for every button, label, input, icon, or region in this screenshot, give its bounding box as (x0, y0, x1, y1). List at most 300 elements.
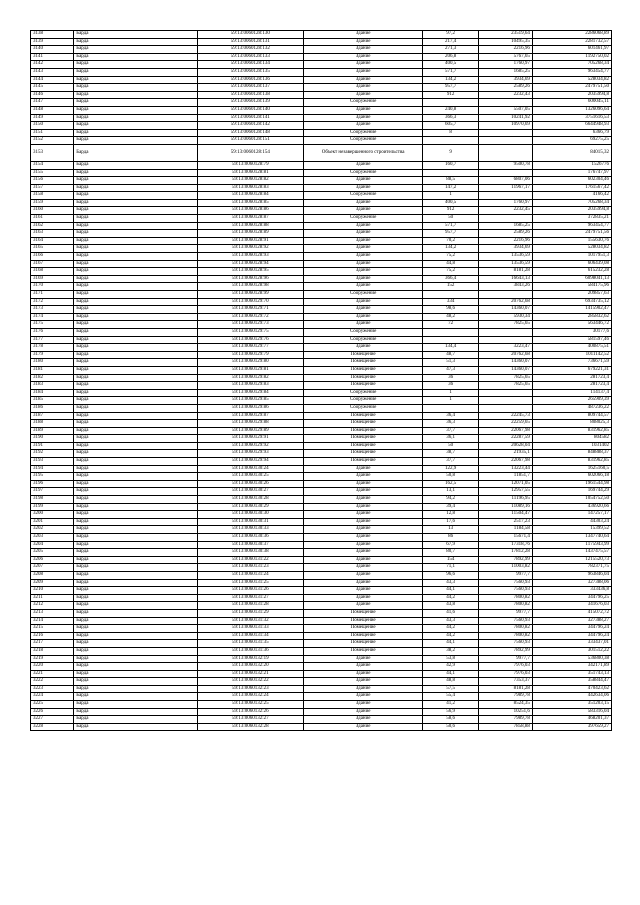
cell-area: 75,2 (423, 253, 479, 261)
cell-unit-value: 7825,65 (479, 374, 533, 382)
cell-cadastral-value: 351743,13 (532, 670, 611, 678)
cell-area: 43,3 (423, 579, 479, 587)
cell-unit-value: 9977,7 (479, 571, 533, 579)
cell-cadastral-number: 59:13:0060128:79 (197, 161, 303, 169)
cell-settlement: Барда (74, 389, 197, 397)
cell-row-number: 3189 (31, 427, 74, 435)
cell-settlement: Барда (74, 253, 197, 261)
table-row (31, 541, 612, 549)
cell-row-number: 3186 (31, 404, 74, 412)
cell-cadastral-number: 59:13:0060130:27 (197, 488, 303, 496)
cell-area: 88,5 (423, 177, 479, 185)
cell-area: 44,8 (423, 260, 479, 268)
cell-object-type: Здание (304, 723, 423, 731)
cell-cadastral-value: 2479751,50 (532, 84, 611, 92)
table-row (31, 427, 612, 435)
cell-cadastral-number: 59:13:0060130:30 (197, 511, 303, 519)
cell-settlement: Барда (74, 397, 197, 405)
cell-settlement: Барда (74, 76, 197, 84)
cell-cadastral-number: 59:13:0060129:77 (197, 344, 303, 352)
cell-cadastral-number: 59:13:0060132:27 (197, 716, 303, 724)
cell-object-type: Здание (304, 275, 423, 283)
cell-row-number: 3210 (31, 587, 74, 595)
cell-cadastral-value: 436920,66 (532, 503, 611, 511)
cell-cadastral-value: 84015,32 (532, 144, 611, 161)
cell-settlement: Барда (74, 404, 197, 412)
cell-unit-value: 20762,68 (479, 351, 533, 359)
cell-area: 571,7 (423, 68, 479, 76)
cell-settlement: Барда (74, 306, 197, 314)
cell-unit-value (479, 397, 533, 405)
cell-unit-value (479, 215, 533, 223)
table-row (31, 38, 612, 46)
cell-row-number: 3223 (31, 685, 74, 693)
cell-unit-value: 9977,7 (479, 655, 533, 663)
cell-row-number: 3197 (31, 488, 74, 496)
cell-settlement: Барда (74, 169, 197, 177)
cell-object-type: Сооружение (304, 291, 423, 299)
cell-cadastral-number: 59:13:0060128:154 (197, 144, 303, 161)
cell-unit-value: 3934,69 (479, 245, 533, 253)
table-row (31, 564, 612, 572)
table-row (31, 655, 612, 663)
cell-object-type: Сооружение (304, 215, 423, 223)
cell-unit-value: 7560,93 (479, 579, 533, 587)
cell-row-number: 3178 (31, 344, 74, 352)
cell-settlement: Барда (74, 678, 197, 686)
cell-area: 37,7 (423, 427, 479, 435)
cell-settlement: Барда (74, 723, 197, 731)
cell-area: 58,6 (423, 716, 479, 724)
cell-cadastral-value: 600045,11 (532, 99, 611, 107)
cell-cadastral-number: 59:13:0060129:89 (197, 427, 303, 435)
cell-area: 334 (423, 298, 479, 306)
cell-object-type: Сооружение (304, 99, 423, 107)
cell-cadastral-number: 59:13:0060132:20 (197, 663, 303, 671)
cell-cadastral-value: 4166,42 (532, 192, 611, 200)
cell-object-type: Здание (304, 693, 423, 701)
cell-row-number: 3164 (31, 237, 74, 245)
table-row (31, 199, 612, 207)
cell-cadastral-number: 59:13:0060129:82 (197, 374, 303, 382)
table-row (31, 450, 612, 458)
cell-cadastral-number: 59:13:0060131:27 (197, 594, 303, 602)
cell-cadastral-value: 6098041,13 (532, 275, 611, 283)
cell-cadastral-number: 59:13:0060128:99 (197, 291, 303, 299)
cell-unit-value: 9500,78 (479, 161, 533, 169)
cell-unit-value: 3223,47 (479, 344, 533, 352)
cell-area: 44,2 (423, 594, 479, 602)
cell-object-type: Здание (304, 473, 423, 481)
cell-cadastral-number: 59:13:0060128:89 (197, 230, 303, 238)
cell-area: 912 (423, 207, 479, 215)
cell-unit-value: 10970,69 (479, 122, 533, 130)
cell-object-type: Здание (304, 526, 423, 534)
cell-object-type: Здание (304, 91, 423, 99)
cell-cadastral-value: 963454,77 (532, 222, 611, 230)
cell-settlement: Барда (74, 230, 197, 238)
table-row (31, 473, 612, 481)
cell-row-number: 3221 (31, 670, 74, 678)
cell-object-type: Здание (304, 685, 423, 693)
table-row (31, 579, 612, 587)
cell-object-type: Помещение (304, 427, 423, 435)
cell-unit-value: 14360,07 (479, 359, 533, 367)
cell-cadastral-value: 848888,37 (532, 450, 611, 458)
table-row (31, 518, 612, 526)
table-row (31, 268, 612, 276)
cell-cadastral-number: 59:13:0060130:28 (197, 496, 303, 504)
cell-settlement: Барда (74, 321, 197, 329)
cell-settlement: Барда (74, 53, 197, 61)
cell-area: 912 (423, 91, 479, 99)
cell-settlement: Барда (74, 541, 197, 549)
cell-row-number: 3144 (31, 76, 74, 84)
cell-cadastral-value: 528034,82 (532, 76, 611, 84)
cell-area: 366,3 (423, 114, 479, 122)
cell-object-type: Помещение (304, 617, 423, 625)
cell-area (423, 169, 479, 177)
table-row (31, 640, 612, 648)
cell-cadastral-number: 59:13:0060128:94 (197, 260, 303, 268)
table-row (31, 237, 612, 245)
cell-cadastral-number: 59:13:0060128:140 (197, 106, 303, 114)
cell-cadastral-value: 333437,01 (532, 640, 611, 648)
cell-object-type: Здание (304, 31, 423, 39)
cell-cadastral-number: 59:13:0060129:72 (197, 313, 303, 321)
table-row (31, 420, 612, 428)
cell-unit-value: 7976,03 (479, 663, 533, 671)
cell-cadastral-number: 59:13:0060129:76 (197, 336, 303, 344)
cell-unit-value: 7800,82 (479, 632, 533, 640)
cell-settlement: Барда (74, 192, 197, 200)
cell-settlement: Барда (74, 579, 197, 587)
cell-cadastral-number: 59:13:0060128:137 (197, 84, 303, 92)
cell-cadastral-value: 44303,24 (532, 518, 611, 526)
cell-object-type: Здание (304, 321, 423, 329)
cell-area: 72 (423, 321, 479, 329)
cell-settlement: Барда (74, 374, 197, 382)
cell-cadastral-value: 602304,46 (532, 177, 611, 185)
cell-area: 152 (423, 283, 479, 291)
cell-unit-value: 11504,47 (479, 511, 533, 519)
cell-object-type: Помещение (304, 412, 423, 420)
cell-object-type: Здание (304, 237, 423, 245)
table-row (31, 68, 612, 76)
table-row (31, 76, 612, 84)
cell-object-type: Здание (304, 534, 423, 542)
cell-row-number: 3217 (31, 640, 74, 648)
cell-cadastral-number: 59:13:0060128:83 (197, 184, 303, 192)
cell-cadastral-value: 372835,21 (532, 215, 611, 223)
cell-row-number: 3222 (31, 678, 74, 686)
table-row (31, 458, 612, 466)
cell-settlement: Барда (74, 313, 197, 321)
table-row (31, 106, 612, 114)
cell-unit-value: 16643,13 (479, 275, 533, 283)
table-row (31, 685, 612, 693)
cell-object-type: Здание (304, 503, 423, 511)
table-row (31, 534, 612, 542)
cell-settlement: Барда (74, 480, 197, 488)
cell-object-type: Здание (304, 518, 423, 526)
table-row (31, 701, 612, 709)
cell-settlement: Барда (74, 632, 197, 640)
cell-area: 51,3 (423, 359, 479, 367)
cell-settlement: Барда (74, 31, 197, 39)
cell-settlement: Барда (74, 237, 197, 245)
cell-area: 37,7 (423, 458, 479, 466)
table-row (31, 313, 612, 321)
table-row (31, 215, 612, 223)
cell-row-number: 3167 (31, 260, 74, 268)
cell-cadastral-number: 59:13:0060130:33 (197, 526, 303, 534)
cell-cadastral-value: 528034,82 (532, 245, 611, 253)
cell-row-number: 3193 (31, 458, 74, 466)
cell-settlement: Барда (74, 382, 197, 390)
cell-row-number: 3185 (31, 397, 74, 405)
cell-object-type: Здание (304, 571, 423, 579)
cell-row-number: 3172 (31, 298, 74, 306)
cell-cadastral-number: 59:13:0060132:21 (197, 670, 303, 678)
cell-cadastral-value: 1526776 (532, 161, 611, 169)
cell-row-number: 3212 (31, 602, 74, 610)
cell-object-type: Здание (304, 53, 423, 61)
cell-object-type: Здание (304, 161, 423, 169)
cell-object-type: Сооружение (304, 129, 423, 137)
cell-settlement: Барда (74, 609, 197, 617)
cell-unit-value: 7560,93 (479, 587, 533, 595)
cell-cadastral-value: 415072,72 (532, 609, 611, 617)
cadastral-value-table (30, 30, 612, 731)
cell-unit-value: 12957,55 (479, 488, 533, 496)
cell-area: 160,7 (423, 161, 479, 169)
cell-area: 67,9 (423, 541, 479, 549)
cell-row-number: 3163 (31, 230, 74, 238)
cell-cadastral-number: 59:13:0060128:81 (197, 169, 303, 177)
cell-cadastral-number: 59:13:0060129:80 (197, 359, 303, 367)
cell-object-type: Помещение (304, 458, 423, 466)
cell-object-type: Сооружение (304, 169, 423, 177)
table-row (31, 207, 612, 215)
cell-object-type: Здание (304, 230, 423, 238)
cell-cadastral-number: 59:13:0060131:23 (197, 564, 303, 572)
cell-row-number: 3219 (31, 655, 74, 663)
cell-cadastral-number: 59:13:0060129:81 (197, 366, 303, 374)
cell-object-type: Здание (304, 488, 423, 496)
table-row (31, 366, 612, 374)
table-row (31, 602, 612, 610)
cell-unit-value (479, 144, 533, 161)
cell-cadastral-number: 59:13:0060131:29 (197, 609, 303, 617)
table-row (31, 192, 612, 200)
cell-area: 42,9 (423, 663, 479, 671)
cell-cadastral-value: 1961544,98 (532, 480, 611, 488)
cell-row-number: 3211 (31, 594, 74, 602)
cell-object-type: Сооружение (304, 328, 423, 336)
cell-object-type: Помещение (304, 382, 423, 390)
cell-area: 36 (423, 374, 479, 382)
cell-area: 605,7 (423, 122, 479, 130)
cell-settlement: Барда (74, 336, 197, 344)
cell-row-number: 3214 (31, 617, 74, 625)
cell-cadastral-number: 59:13:0060128:151 (197, 137, 303, 145)
cell-unit-value: 2232,45 (479, 207, 533, 215)
cell-cadastral-number: 59:13:0060128:141 (197, 114, 303, 122)
cell-cadastral-value: 397659,27 (532, 723, 611, 731)
cell-cadastral-value: 69275,25 (532, 137, 611, 145)
cell-cadastral-number: 59:13:0060129:86 (197, 404, 303, 412)
cell-object-type: Здание (304, 306, 423, 314)
cell-unit-value: 10251,6 (479, 708, 533, 716)
cell-cadastral-value: 2479751,56 (532, 230, 611, 238)
cell-object-type: Здание (304, 678, 423, 686)
cell-unit-value: 11196,95 (479, 496, 533, 504)
cell-cadastral-value: 6644948,93 (532, 122, 611, 130)
cell-cadastral-value: 400875,51 (532, 344, 611, 352)
cell-area (423, 336, 479, 344)
table-row (31, 404, 612, 412)
cell-unit-value: 7800,82 (479, 602, 533, 610)
cell-settlement: Барда (74, 68, 197, 76)
cell-object-type: Здание (304, 245, 423, 253)
cell-unit-value: 11089,16 (479, 503, 533, 511)
cell-cadastral-number: 59:13:0060130:37 (197, 541, 303, 549)
cell-settlement: Барда (74, 450, 197, 458)
cell-cadastral-number: 59:13:0060129:73 (197, 321, 303, 329)
cell-unit-value: 23519,64 (479, 31, 533, 39)
cell-cadastral-number: 59:13:0060129:79 (197, 351, 303, 359)
cell-row-number: 3208 (31, 571, 74, 579)
table-body (31, 31, 612, 731)
table-row (31, 442, 612, 450)
cell-unit-value: 11851,7 (479, 473, 533, 481)
cell-settlement: Барда (74, 412, 197, 420)
cell-row-number: 3138 (31, 31, 74, 39)
cell-row-number: 3154 (31, 161, 74, 169)
cell-cadastral-number: 59:13:0060131:26 (197, 587, 303, 595)
cell-cadastral-value: 6366,79 (532, 129, 611, 137)
cell-row-number: 3170 (31, 283, 74, 291)
cell-area: 48,7 (423, 351, 479, 359)
table-row (31, 260, 612, 268)
cell-settlement: Барда (74, 291, 197, 299)
cell-settlement: Барда (74, 473, 197, 481)
cell-row-number: 3157 (31, 184, 74, 192)
cell-object-type: Здание (304, 184, 423, 192)
table-row (31, 435, 612, 443)
cell-unit-value: 2589,26 (479, 84, 533, 92)
cell-cadastral-number: 59:13:0060128:148 (197, 129, 303, 137)
cell-unit-value: 7800,82 (479, 594, 533, 602)
cell-area: 38,2 (423, 647, 479, 655)
cell-cadastral-number: 59:13:0060129:91 (197, 435, 303, 443)
cell-cadastral-value: 1192750,02 (532, 53, 611, 61)
cell-unit-value: 5930,34 (479, 313, 533, 321)
cell-area: 1 (423, 192, 479, 200)
cell-cadastral-value: 327388,06 (532, 579, 611, 587)
cell-unit-value: 10495,35 (479, 38, 533, 46)
cell-unit-value: 5767,65 (479, 53, 533, 61)
cell-unit-value (479, 192, 533, 200)
table-row (31, 632, 612, 640)
cell-settlement: Барда (74, 518, 197, 526)
cell-object-type: Здание (304, 344, 423, 352)
cell-cadastral-number: 59:13:0060130:36 (197, 534, 303, 542)
cell-object-type: Здание (304, 579, 423, 587)
cell-unit-value: 8181,28 (479, 685, 533, 693)
cell-cadastral-number: 59:13:0060129:88 (197, 420, 303, 428)
cell-settlement: Барда (74, 685, 197, 693)
cell-area: 271,3 (423, 46, 479, 54)
cell-area: 43,3 (423, 617, 479, 625)
cell-cadastral-value: 963454,77 (532, 68, 611, 76)
cell-settlement: Барда (74, 670, 197, 678)
cell-object-type: Здание (304, 313, 423, 321)
cell-cadastral-value: 114137,4 (532, 389, 611, 397)
cell-object-type: Помещение (304, 374, 423, 382)
cell-area: 571,7 (423, 222, 479, 230)
cell-cadastral-number: 59:13:0060129:84 (197, 389, 303, 397)
cell-unit-value (479, 137, 533, 145)
table-row (31, 587, 612, 595)
cell-area: 206,8 (423, 53, 479, 61)
cell-row-number: 3204 (31, 541, 74, 549)
table-row (31, 647, 612, 655)
cell-object-type: Здание (304, 61, 423, 69)
cell-cadastral-value: 1017951,3 (532, 253, 611, 261)
cell-object-type: Здание (304, 602, 423, 610)
table-row (31, 549, 612, 557)
cell-object-type: Объект незавершенного строительства (304, 144, 423, 161)
cell-cadastral-value: 963846,04 (532, 571, 611, 579)
cell-object-type: Помещение (304, 435, 423, 443)
cell-row-number: 3228 (31, 723, 74, 731)
cell-cadastral-value: 705268,34 (532, 199, 611, 207)
cell-cadastral-value: 209857,63 (532, 291, 611, 299)
cell-row-number: 3174 (31, 313, 74, 321)
cell-cadastral-value: 281723,4 (532, 382, 611, 390)
table-row (31, 716, 612, 724)
cell-object-type: Помещение (304, 625, 423, 633)
cell-settlement: Барда (74, 268, 197, 276)
cell-cadastral-value: 2286068,89 (532, 31, 611, 39)
cell-unit-value: 7800,82 (479, 625, 533, 633)
cell-cadastral-number: 59:13:0060128:138 (197, 91, 303, 99)
cell-cadastral-value: 6934735,12 (532, 298, 611, 306)
cell-cadastral-value: 442634,06 (532, 693, 611, 701)
cell-row-number: 3182 (31, 374, 74, 382)
cell-settlement: Барда (74, 61, 197, 69)
cell-area: 240,8 (423, 106, 479, 114)
cell-settlement: Барда (74, 427, 197, 435)
cell-unit-value: 21935,1 (479, 450, 533, 458)
cell-unit-value: 2517,23 (479, 518, 533, 526)
cell-area: 47,3 (423, 366, 479, 374)
cell-unit-value: 14360,07 (479, 366, 533, 374)
cell-area: 13,1 (423, 488, 479, 496)
cell-unit-value: 7989,78 (479, 693, 533, 701)
cell-cadastral-number: 59:13:0060129:94 (197, 458, 303, 466)
table-row (31, 511, 612, 519)
cell-area: 147,2 (423, 184, 479, 192)
cell-row-number: 3199 (31, 503, 74, 511)
table-row (31, 359, 612, 367)
cell-cadastral-number: 59:13:0060128:91 (197, 237, 303, 245)
cell-unit-value: 2216,96 (479, 46, 533, 54)
cell-area (423, 291, 479, 299)
cell-object-type: Сооружение (304, 404, 423, 412)
